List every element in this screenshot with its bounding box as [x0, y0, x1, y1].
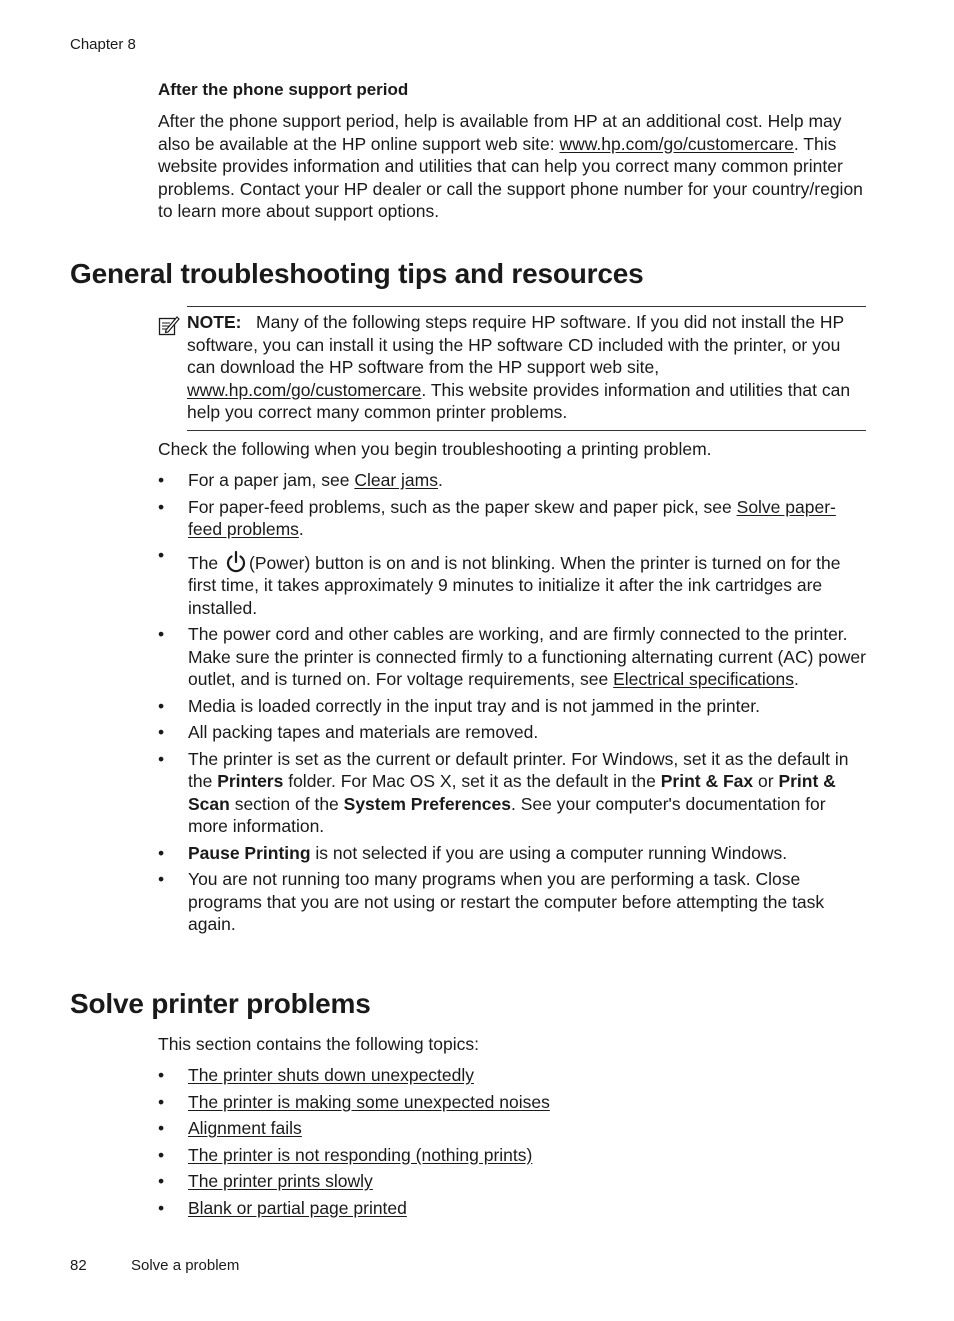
list-item: [158, 496, 866, 541]
list-item: [158, 623, 866, 691]
general-troubleshooting-title: General troubleshooting tips and resources: [70, 258, 644, 289]
list-item: [158, 1091, 866, 1114]
bullet-marker: •: [158, 1118, 165, 1138]
item-text: (Power) button is on and is not blinking. When the printer is turned on for the first time, it takes approximately 9 minutes to initialize it after the ink cartridges are installed.: [188, 552, 841, 618]
topic-link-prints-slowly[interactable]: The printer prints slowly: [188, 1171, 373, 1191]
bullet-marker: •: [158, 496, 165, 517]
after-support-paragraph: [158, 110, 866, 223]
solve-paper-feed-link[interactable]: Solve paper-feed problems: [188, 496, 836, 539]
item-text: . See your computer's documentation for more information.: [188, 793, 826, 836]
electrical-specs-link[interactable]: Electrical specifications: [613, 669, 795, 689]
note-label: NOTE:: [187, 312, 242, 332]
solve-printer-problems-title: Solve printer problems: [70, 988, 371, 1019]
bullet-marker: •: [158, 1197, 165, 1218]
power-icon: [225, 550, 247, 574]
note-text-1: Many of the following steps require HP software. If you did not install the HP software, you can install it using the HP software CD included with the printer, or you can download the HP software from the HP support web site,: [187, 312, 844, 377]
list-item: [158, 1144, 866, 1167]
list-item: [158, 544, 866, 620]
item-text: For a paper jam, see: [188, 470, 355, 490]
note-customercare-link[interactable]: www.hp.com/go/customercare: [187, 379, 422, 400]
item-text: folder. For Mac OS X, set it as the default in the: [283, 771, 661, 791]
bullet-marker: •: [158, 1091, 165, 1112]
bullet-marker: •: [158, 544, 165, 565]
pause-printing-label: Pause Printing: [188, 842, 311, 863]
general-intro: Check the following when you begin troubleshooting a printing problem.: [158, 439, 712, 459]
note-box: [187, 306, 866, 431]
after-support-text-1: After the phone support period, help is available from HP at an additional cost. Help may also be available at the HP online support web site:: [158, 111, 842, 154]
solve-intro: This section contains the following topics:: [158, 1034, 479, 1054]
item-text: All packing tapes and materials are removed.: [188, 722, 539, 742]
topic-link-shuts-down[interactable]: The printer shuts down unexpectedly: [188, 1065, 474, 1085]
bullet-marker: •: [158, 748, 165, 769]
item-text: The power cord and other cables are working, and are firmly connected to the printer. Make sure the printer is connected firmly to a functioning alternating current (AC) power outlet, and is turned on. For voltage requirements, see: [188, 624, 866, 689]
topic-link-noises[interactable]: The printer is making some unexpected noises: [188, 1091, 550, 1112]
list-item: [158, 868, 866, 936]
customercare-link[interactable]: www.hp.com/go/customercare: [559, 133, 794, 154]
bullet-marker: •: [158, 695, 165, 716]
item-text: The: [188, 552, 224, 573]
item-text: Media is loaded correctly in the input tray and is not jammed in the printer.: [188, 695, 760, 716]
item-text: For paper-feed problems, such as the paper skew and paper pick, see: [188, 496, 737, 517]
item-text: The printer is set as the current or default printer. For Windows, set it as the default in the: [188, 748, 849, 791]
item-text: .: [298, 519, 304, 539]
print-fax-label: Print & Fax: [660, 771, 754, 791]
bullet-marker: •: [158, 624, 165, 644]
bullet-marker: •: [158, 722, 165, 742]
list-item: [158, 695, 866, 718]
list-item: [158, 469, 866, 492]
item-text: section of the: [229, 793, 344, 814]
note-text-2: . This website provides information and utilities that can help you correct many common printer problems.: [187, 379, 851, 422]
general-checklist: [158, 469, 866, 936]
list-item: [158, 1170, 866, 1193]
list-item: [158, 721, 866, 744]
bullet-marker: •: [158, 869, 165, 889]
print-scan-label: Print & Scan: [188, 771, 836, 814]
chapter-label: Chapter 8: [70, 36, 136, 53]
printers-folder-label: Printers: [217, 771, 284, 791]
topic-link-alignment[interactable]: Alignment fails: [188, 1118, 302, 1138]
item-text: You are not running too many programs when you are performing a task. Close programs that you are not using or restart the computer before attempting the task again.: [188, 869, 825, 934]
item-text: .: [794, 669, 799, 689]
bullet-marker: •: [158, 1144, 165, 1165]
bullet-marker: •: [158, 842, 165, 863]
footer-section-title: Solve a problem: [131, 1257, 240, 1274]
topic-link-not-responding[interactable]: The printer is not responding (nothing prints): [188, 1144, 533, 1165]
page-number: 82: [70, 1257, 87, 1274]
list-item: [158, 1197, 866, 1220]
topic-list: [158, 1064, 866, 1219]
bullet-marker: •: [158, 1171, 165, 1191]
bullet-marker: •: [158, 1065, 165, 1085]
system-preferences-label: System Preferences: [343, 793, 511, 814]
list-item: [158, 748, 866, 838]
topic-link-blank-page[interactable]: Blank or partial page printed: [188, 1197, 407, 1218]
clear-jams-link[interactable]: Clear jams: [354, 470, 438, 490]
item-text: .: [437, 470, 443, 490]
list-item: [158, 842, 866, 865]
list-item: [158, 1064, 866, 1087]
note-pencil-icon: [158, 314, 180, 336]
item-text: is not selected if you are using a computer running Windows.: [310, 842, 788, 863]
after-support-text-2: . This website provides information and utilities that can help you correct many common printer problems. Contact your HP dealer or call the support phone number for your country/region to learn more about support options.: [158, 133, 863, 221]
list-item: [158, 1117, 866, 1140]
bullet-marker: •: [158, 470, 165, 490]
item-text: or: [753, 771, 779, 791]
after-support-heading: After the phone support period: [158, 80, 409, 99]
